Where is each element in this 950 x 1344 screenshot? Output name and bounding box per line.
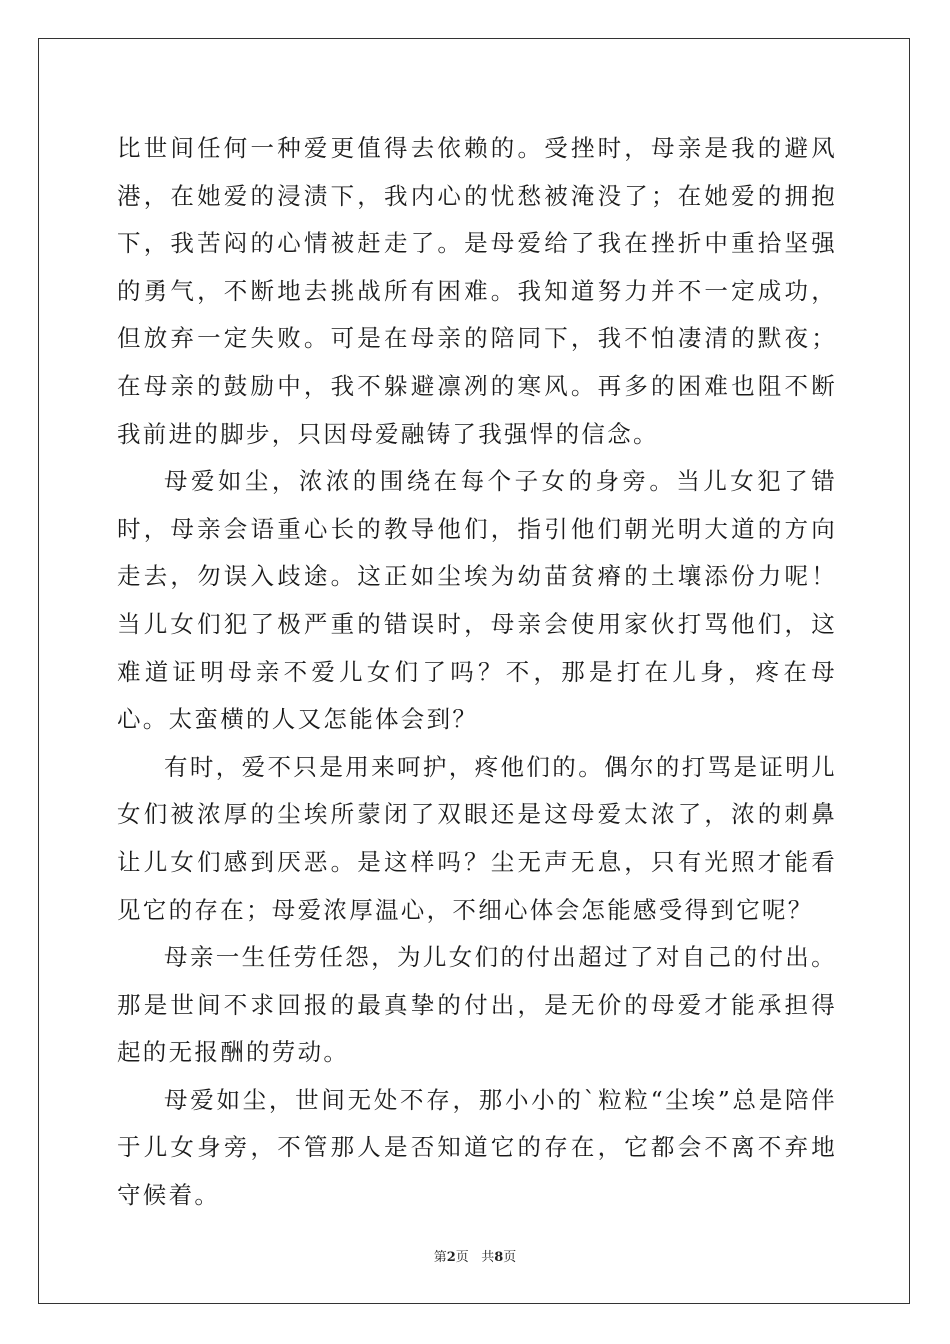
paragraph-5: 母爱如尘，世间无处不存，那小小的`粒粒“尘埃”总是陪伴于儿女身旁，不管那人是否知道它的存在，它都会不离不弃地守候着。 [117, 1085, 837, 1210]
footer-total-suffix: 页 [503, 1250, 517, 1265]
document-body [117, 125, 837, 1220]
paragraph-1: 比世间任何一种爱更值得去依赖的。受挫时，母亲是我的避风港，在她爱的浸渍下，我内心的忧愁被淹没了；在她爱的拥抱下，我苦闷的心情被赶走了。是母爱给了我在挫折中重拾坚强的勇气，不断地去挑战所有困难。我知道努力并不一定成功，但放弃一定失败。可是在母亲的陪同下，我不怕凄清的默夜；在母亲的鼓励中，我不躲避凛冽的寒风。再多的困难也阻不断我前进的脚步，只因母爱融铸了我强悍的信念。 [117, 134, 837, 448]
page-footer [0, 1246, 950, 1265]
footer-page-prefix: 第 [433, 1250, 447, 1265]
footer-page-number: 2 [446, 1250, 456, 1265]
footer-page-suffix: 页 [455, 1250, 469, 1265]
footer-total-prefix: 共 [481, 1250, 495, 1265]
paragraph-2: 母爱如尘，浓浓的围绕在每个子女的身旁。当儿女犯了错时，母亲会语重心长的教导他们，指引他们朝光明大道的方向走去，勿误入歧途。这正如尘埃为幼苗贫瘠的土壤添份力呢！当儿女们犯了极严重的错误时，母亲会使用家伙打骂他们，这难道证明母亲不爱儿女们了吗？不，那是打在儿身，疼在母心。太蛮横的人又怎能体会到？ [117, 467, 837, 734]
footer-total-pages: 8 [494, 1250, 504, 1265]
paragraph-4: 母亲一生任劳任怨，为儿女们的付出超过了对自己的付出。那是世间不求回报的最真挚的付出，是无价的母爱才能承担得起的无报酬的劳动。 [117, 943, 837, 1067]
paragraph-3: 有时，爱不只是用来呵护，疼他们的。偶尔的打骂是证明儿女们被浓厚的尘埃所蒙闭了双眼还是这母爱太浓了，浓的刺鼻让儿女们感到厌恶。是这样吗？尘无声无息，只有光照才能看见它的存在；母爱浓厚温心，不细心体会怎能感受得到它呢？ [117, 752, 837, 924]
